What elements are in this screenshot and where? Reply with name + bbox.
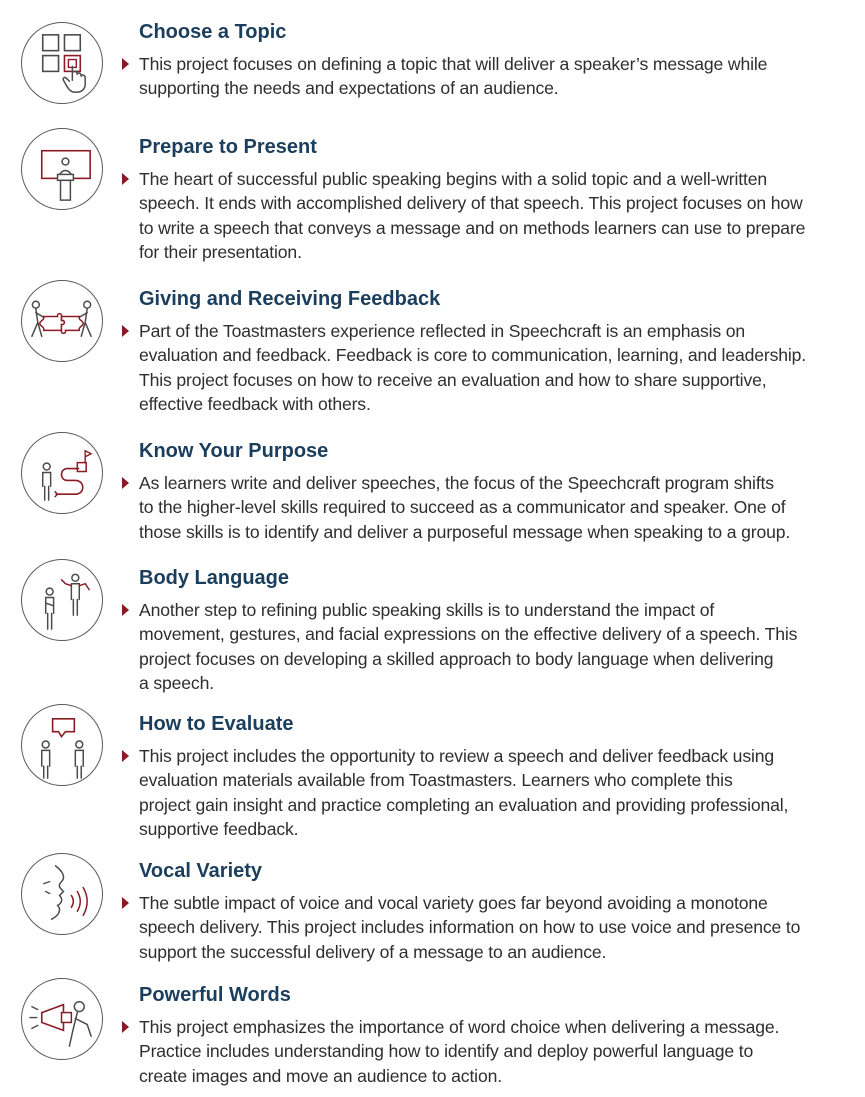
project-description: The heart of successful public speaking begins with a solid topic and a well-written speech. It ends with accomplished delivery of that speech. This project focuses on how to write a speech that conveys a message and on methods learners can use to prepare for their presentation. [139,169,806,262]
bullet-arrow-icon [122,1021,129,1033]
project-title: Know Your Purpose [139,440,329,462]
topic-select-icon [21,22,103,104]
puzzle-teamwork-icon [21,280,103,362]
gesturing-people-icon [21,559,103,641]
path-to-goal-icon [21,432,103,514]
project-title: Body Language [139,567,290,589]
project-description: This project includes the opportunity to review a speech and deliver feedback using evaluation materials available from Toastmasters. Learners who complete this project gain insight and practice completing an evaluation and providing professional, supportive feedback. [139,746,789,839]
bullet-arrow-icon [122,58,129,70]
bullet-arrow-icon [122,325,129,337]
bullet-arrow-icon [122,750,129,762]
project-description: The subtle impact of voice and vocal variety goes far beyond avoiding a monotone speech delivery. This project includes information on how to use voice and presence to support the successful delivery of a message to an audience. [139,893,801,962]
project-title: Prepare to Present [139,136,317,158]
project-title: Choose a Topic [139,21,287,43]
megaphone-icon [21,978,103,1060]
conversation-people-icon [21,704,103,786]
project-title: How to Evaluate [139,713,294,735]
project-title: Vocal Variety [139,860,263,882]
bullet-arrow-icon [122,604,129,616]
project-description: As learners write and deliver speeches, the focus of the Speechcraft program shifts to the higher-level skills required to succeed as a communicator and speaker. One of those skills is to identify and deliver a purposeful message when speaking to a group. [139,473,791,542]
project-description: This project emphasizes the importance of word choice when delivering a message. Practice includes understanding how to identify and deploy powerful language to create images and move an audience to action. [139,1017,780,1086]
project-title: Giving and Receiving Feedback [139,288,441,310]
project-title: Powerful Words [139,984,291,1006]
project-description: This project focuses on defining a topic that will deliver a speaker’s message while supporting the needs and expectations of an audience. [139,54,768,99]
bullet-arrow-icon [122,897,129,909]
bullet-arrow-icon [122,477,129,489]
project-description: Part of the Toastmasters experience reflected in Speechcraft is an emphasis on evaluation and feedback. Feedback is core to communication, learning, and leadership. This project focuses on how to receive an evaluation and how to share supportive, effective feedback with others. [139,321,806,414]
bullet-arrow-icon [122,173,129,185]
speaking-face-icon [21,853,103,935]
lectern-presenter-icon [21,128,103,210]
project-description: Another step to refining public speaking skills is to understand the impact of movement, gestures, and facial expressions on the effective delivery of a speech. This project focuses on developing a skilled approach to body language when delivering a speech. [139,600,798,693]
